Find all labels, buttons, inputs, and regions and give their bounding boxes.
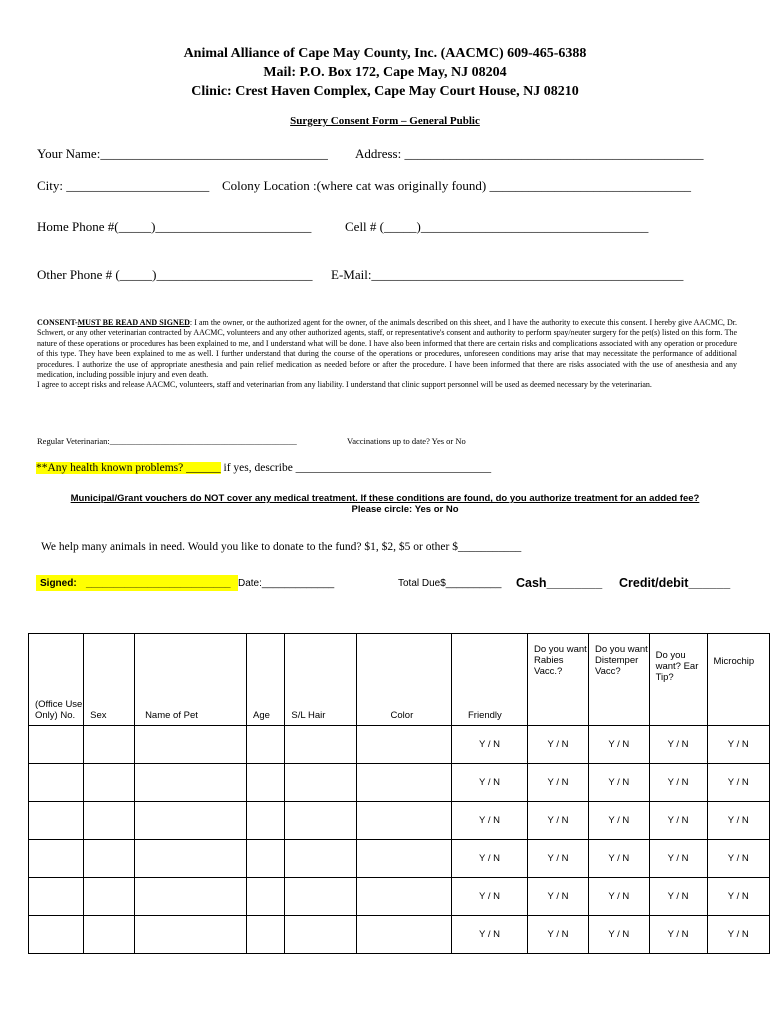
cell-friendly[interactable]: [452, 802, 528, 840]
cell-sex[interactable]: [84, 878, 135, 916]
cell-distemper[interactable]: [589, 916, 650, 954]
cell-age[interactable]: [247, 802, 285, 840]
yes-no-option[interactable]: Y / N: [479, 891, 500, 902]
yes-no-option[interactable]: Y / N: [608, 777, 630, 788]
cell-friendly[interactable]: [452, 764, 528, 802]
cell-rabies[interactable]: [527, 840, 588, 878]
cell-office-no[interactable]: [29, 726, 84, 764]
col-distemper: Do you want Distemper Vacc?: [589, 634, 650, 726]
cell-hair[interactable]: [285, 840, 356, 878]
yes-no-option[interactable]: Y / N: [547, 853, 569, 864]
cell-age[interactable]: [247, 840, 285, 878]
cell-rabies[interactable]: [527, 878, 588, 916]
cell-microchip[interactable]: [707, 802, 769, 840]
cell-color[interactable]: [356, 802, 451, 840]
cell-rabies[interactable]: [527, 764, 588, 802]
cell-sex[interactable]: [84, 916, 135, 954]
cell-sex[interactable]: [84, 764, 135, 802]
consent-paragraph: [37, 318, 737, 391]
yes-no-option[interactable]: Y / N: [667, 853, 689, 864]
donation-question[interactable]: We help many animals in need. Would you like to donate to the fund? $1, $2, $5 or other $___________: [41, 541, 522, 553]
cell-name-of-pet[interactable]: [135, 840, 247, 878]
col-friendly: Friendly: [452, 634, 528, 726]
signed-label: Signed:: [40, 578, 77, 589]
cell-name-of-pet[interactable]: [135, 878, 247, 916]
cell-distemper[interactable]: [589, 726, 650, 764]
cell-sex[interactable]: [84, 726, 135, 764]
date-field[interactable]: Date:_____________: [238, 578, 335, 589]
yes-no-option[interactable]: Y / N: [727, 853, 749, 864]
yes-no-option[interactable]: Y / N: [479, 739, 500, 750]
cell-hair[interactable]: [285, 802, 356, 840]
table-row: [29, 726, 770, 764]
cell-name-of-pet[interactable]: [135, 726, 247, 764]
consent-text-2: I agree to accept risks and release AACMC, volunteers, staff and veterinarian from any liability. I understand that clinic support personnel will be used as deemed necessary by the veterinarian.: [37, 380, 652, 390]
yes-no-option[interactable]: Y / N: [727, 777, 749, 788]
col-hair: S/L Hair: [285, 634, 356, 726]
cell-office-no[interactable]: [29, 840, 84, 878]
table-row: [29, 878, 770, 916]
cell-rabies[interactable]: [527, 916, 588, 954]
cell-friendly[interactable]: [452, 878, 528, 916]
yes-no-option[interactable]: Y / N: [608, 815, 630, 826]
table-row: [29, 764, 770, 802]
consent-text-1: : I am the owner, or the authorized agent for the owner, of the animals described on this sheet, and I have the authority to execute this consent. I hereby give AACMC, Dr. Schwert, or any other veterinarian contracted by AACMC, volunteers and any other authorized agents, staff, or representative's consent and authority to perform spay/neuter surgery for the pet(s) listed on this form. The nature of these operations or procedures has been explained to me, and I understand what will be done. I have also been informed that there are certain risks and complications associated with any operation or procedure of this type. They have been explained to me as well. I further understand that during the course of the operations or procedures, unforeseen conditions may arise that may necessitate the performance of additional procedures. I authorize the use of appropriate anesthesia and pain relief medication as needed before or after the procedure. I have been informed that there are risks associated with the use of anesthesia and any medication, including possible injury and even death.: [37, 318, 738, 380]
yes-no-option[interactable]: Y / N: [667, 739, 689, 750]
cell-color[interactable]: [356, 726, 451, 764]
colony-location-field[interactable]: Colony Location :(where cat was originally found) _______________________________: [222, 178, 692, 193]
yes-no-option[interactable]: Y / N: [547, 739, 569, 750]
cell-ear-tip[interactable]: [649, 726, 707, 764]
pet-table-header: [29, 634, 770, 726]
yes-no-option[interactable]: Y / N: [547, 929, 569, 940]
regular-vet-field[interactable]: Regular Veterinarian:____________________________________________: [37, 436, 297, 446]
yes-no-option[interactable]: Y / N: [727, 739, 749, 750]
cell-ear-tip[interactable]: [649, 878, 707, 916]
cell-friendly[interactable]: [452, 916, 528, 954]
cell-hair[interactable]: [285, 878, 356, 916]
signature-line[interactable]: __________________________: [86, 578, 231, 589]
yes-no-option[interactable]: Y / N: [727, 929, 749, 940]
yes-no-option[interactable]: Y / N: [667, 815, 689, 826]
pet-table: [28, 633, 770, 954]
cell-microchip[interactable]: [707, 726, 769, 764]
col-age: Age: [247, 634, 285, 726]
city-field[interactable]: City: ______________________: [37, 178, 210, 193]
table-row: [29, 802, 770, 840]
cell-distemper[interactable]: [589, 878, 650, 916]
cell-age[interactable]: [247, 726, 285, 764]
yes-no-option[interactable]: Y / N: [608, 929, 630, 940]
cell-office-no[interactable]: [29, 764, 84, 802]
yes-no-option[interactable]: Y / N: [608, 739, 630, 750]
cell-name-of-pet[interactable]: [135, 764, 247, 802]
yes-no-option[interactable]: Y / N: [727, 891, 749, 902]
cell-hair[interactable]: [285, 764, 356, 802]
table-row: [29, 840, 770, 878]
credit-debit-option[interactable]: Credit/debit______: [619, 576, 731, 590]
yes-no-option[interactable]: Y / N: [547, 891, 569, 902]
yes-no-option[interactable]: Y / N: [479, 777, 500, 788]
consent-label-underlined: MUST BE READ AND SIGNED: [77, 318, 190, 327]
cell-color[interactable]: [356, 916, 451, 954]
cell-sex[interactable]: [84, 840, 135, 878]
cell-color[interactable]: [356, 840, 451, 878]
cell-microchip[interactable]: [707, 878, 769, 916]
cell-name-of-pet[interactable]: [135, 802, 247, 840]
cell-color[interactable]: [356, 878, 451, 916]
other-phone-field[interactable]: Other Phone # (_____)________________________: [37, 267, 313, 282]
yes-no-option[interactable]: Y / N: [667, 777, 689, 788]
cell-hair[interactable]: [285, 916, 356, 954]
cell-phone-field[interactable]: Cell # (_____)___________________________________: [345, 219, 649, 234]
col-color: Color: [356, 634, 451, 726]
voucher-circle-yes-no[interactable]: Please circle: Yes or No: [351, 504, 459, 515]
yes-no-option[interactable]: Y / N: [479, 853, 500, 864]
yes-no-option[interactable]: Y / N: [727, 815, 749, 826]
health-describe-field[interactable]: if yes, describe __________________________________: [220, 462, 492, 474]
cell-color[interactable]: [356, 764, 451, 802]
cell-sex[interactable]: [84, 802, 135, 840]
mail-address: Mail: P.O. Box 172, Cape May, NJ 08204: [263, 65, 507, 80]
address-field[interactable]: Address: ______________________________________________: [355, 146, 704, 161]
col-microchip: Microchip: [707, 634, 769, 726]
cell-microchip[interactable]: [707, 916, 769, 954]
cell-friendly[interactable]: [452, 840, 528, 878]
cell-age[interactable]: [247, 916, 285, 954]
cell-ear-tip[interactable]: [649, 840, 707, 878]
clinic-address: Clinic: Crest Haven Complex, Cape May Court House, NJ 08210: [191, 84, 579, 99]
cell-name-of-pet[interactable]: [135, 916, 247, 954]
consent-label: CONSENT-: [37, 318, 78, 327]
yes-no-option[interactable]: Y / N: [479, 929, 500, 940]
yes-no-option[interactable]: Y / N: [547, 815, 569, 826]
health-problems-label: **Any health known problems? ______: [36, 462, 221, 474]
yes-no-option[interactable]: Y / N: [667, 891, 689, 902]
yes-no-option[interactable]: Y / N: [667, 929, 689, 940]
your-name-field[interactable]: Your Name:___________________________________: [37, 146, 328, 161]
col-sex: Sex: [84, 634, 135, 726]
cell-age[interactable]: [247, 878, 285, 916]
cell-office-no[interactable]: [29, 802, 84, 840]
yes-no-option[interactable]: Y / N: [608, 891, 630, 902]
col-name-of-pet: Name of Pet: [135, 634, 247, 726]
cell-age[interactable]: [247, 764, 285, 802]
table-row: [29, 916, 770, 954]
cell-distemper[interactable]: [589, 840, 650, 878]
total-due-field[interactable]: Total Due$__________: [398, 578, 502, 589]
cell-friendly[interactable]: [452, 726, 528, 764]
cell-distemper[interactable]: [589, 764, 650, 802]
cash-option[interactable]: Cash________: [516, 576, 603, 590]
cell-microchip[interactable]: [707, 840, 769, 878]
col-ear-tip: Do you want? Ear Tip?: [649, 634, 707, 726]
cell-rabies[interactable]: [527, 802, 588, 840]
cell-ear-tip[interactable]: [649, 802, 707, 840]
cell-office-no[interactable]: [29, 878, 84, 916]
health-problems-row[interactable]: [36, 462, 491, 474]
yes-no-option[interactable]: Y / N: [608, 853, 630, 864]
vaccinations-question[interactable]: Vaccinations up to date? Yes or No: [347, 436, 466, 446]
cell-ear-tip[interactable]: [649, 916, 707, 954]
yes-no-option[interactable]: Y / N: [547, 777, 569, 788]
cell-office-no[interactable]: [29, 916, 84, 954]
voucher-warning: Municipal/Grant vouchers do NOT cover any medical treatment. If these conditions are found, do you authorize treatment for an added fee?: [70, 493, 700, 504]
yes-no-option[interactable]: Y / N: [479, 815, 500, 826]
form-title: Surgery Consent Form – General Public: [290, 115, 480, 127]
cell-hair[interactable]: [285, 726, 356, 764]
col-rabies: Do you want Rabies Vacc.?: [527, 634, 588, 726]
email-field[interactable]: E-Mail:________________________________________________: [331, 267, 684, 282]
cell-ear-tip[interactable]: [649, 764, 707, 802]
cell-microchip[interactable]: [707, 764, 769, 802]
org-name-phone: Animal Alliance of Cape May County, Inc. (AACMC) 609-465-6388: [183, 46, 587, 61]
cell-distemper[interactable]: [589, 802, 650, 840]
col-office-no: (Office Use Only) No.: [29, 634, 84, 726]
home-phone-field[interactable]: Home Phone #(_____)________________________: [37, 219, 312, 234]
cell-rabies[interactable]: [527, 726, 588, 764]
